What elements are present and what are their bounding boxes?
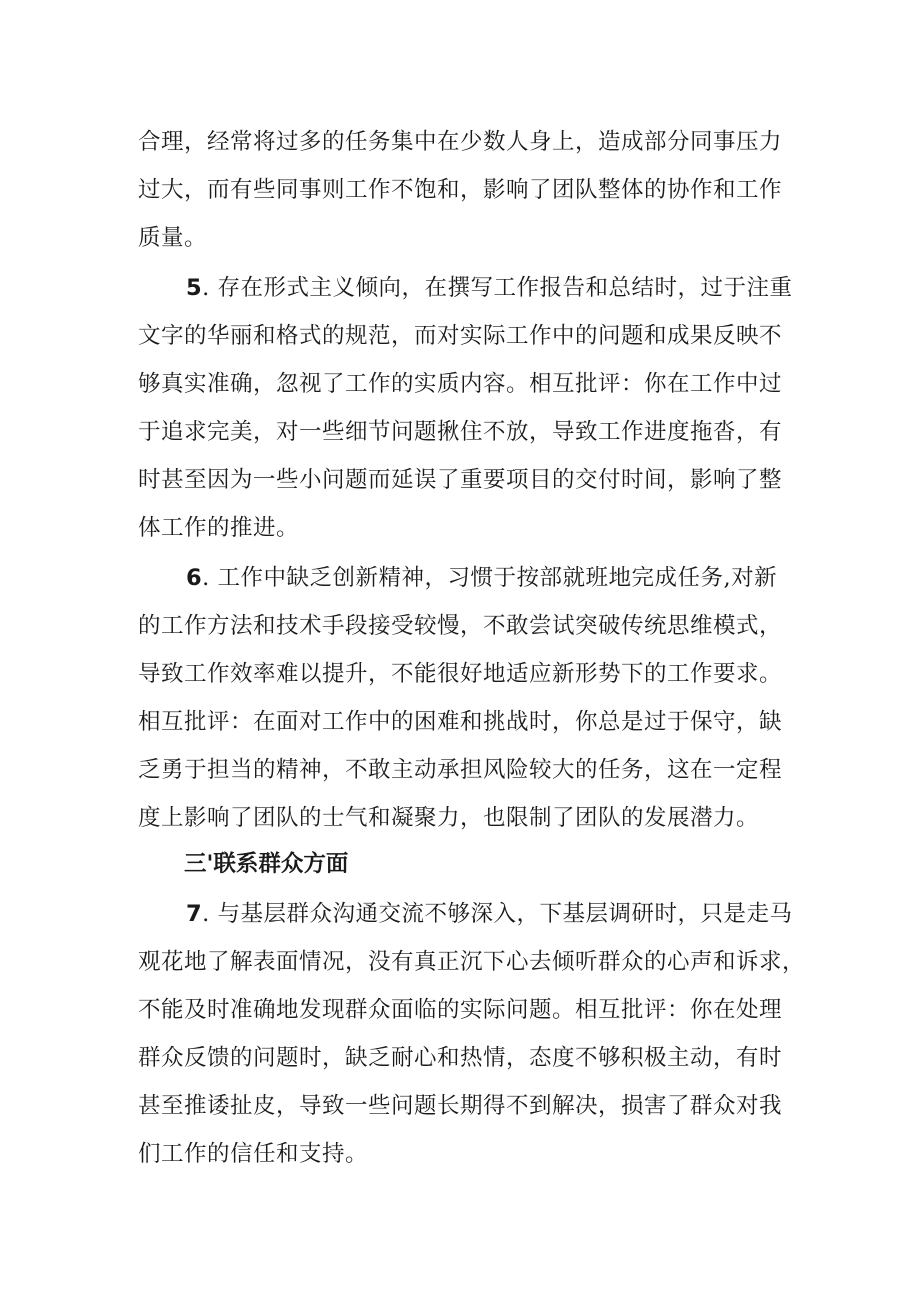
item-5-first-line xyxy=(186,274,798,302)
section-heading: 三'联系群众方面 xyxy=(184,851,349,877)
paragraph-line: 体工作的推进。 xyxy=(138,515,300,541)
paragraph-line: 观花地了解表面情况，没有真正沉下心去倾听群众的心声和诉求， xyxy=(138,949,806,975)
paragraph-line: 够真实准确，忽视了工作的实质内容。相互批评：你在工作中过 xyxy=(138,371,783,397)
paragraph-line: 群众反馈的问题时，缺乏耐心和热情，态度不够积极主动，有时 xyxy=(138,1045,783,1071)
paragraph-line: 们工作的信任和支持。 xyxy=(138,1141,369,1167)
item-text: . 存在形式主义倾向，在撰写工作报告和总结时，过于注重 xyxy=(202,275,793,301)
paragraph-line: 于追求完美，对一些细节问题揪住不放，导致工作进度拖沓，有 xyxy=(138,419,783,445)
paragraph-line: 时甚至因为一些小问题而延误了重要项目的交付时间，影响了整 xyxy=(138,467,783,493)
paragraph-line: 的工作方法和技术手段接受较慢，不敢尝试突破传统思维模式， xyxy=(138,613,783,639)
paragraph-line: 合理，经常将过多的任务集中在少数人身上，造成部分同事压力 xyxy=(138,129,783,155)
item-number: 6 xyxy=(186,565,203,591)
item-number: 5 xyxy=(186,275,203,301)
paragraph-line: 乏勇于担当的精神，不敢主动承担风险较大的任务，这在一定程 xyxy=(138,757,783,783)
item-text: . 与基层群众沟通交流不够深入，下基层调研时，只是走马 xyxy=(202,901,793,927)
item-7-first-line xyxy=(186,900,798,928)
paragraph-line: 文字的华丽和格式的规范，而对实际工作中的问题和成果反映不 xyxy=(138,323,783,349)
paragraph-line: 相互批评：在面对工作中的困难和挑战时，你总是过于保守，缺 xyxy=(138,709,783,735)
paragraph-line: 不能及时准确地发现群众面临的实际问题。相互批评：你在处理 xyxy=(138,997,783,1023)
item-6-first-line xyxy=(186,564,798,592)
paragraph-line: 过大，而有些同事则工作不饱和，影响了团队整体的协作和工作 xyxy=(138,177,783,203)
item-text: . 工作中缺乏创新精神，习惯于按部就班地完成任务,对新 xyxy=(202,565,778,591)
paragraph-line: 度上影响了团队的士气和凝聚力，也限制了团队的发展潜力。 xyxy=(138,805,760,831)
paragraph-line: 导致工作效率难以提升，不能很好地适应新形势下的工作要求。 xyxy=(138,661,783,687)
paragraph-line: 甚至推诿扯皮，导致一些问题长期得不到解决，损害了群众对我 xyxy=(138,1093,783,1119)
item-number: 7 xyxy=(186,901,203,927)
paragraph-line: 质量。 xyxy=(138,225,208,251)
